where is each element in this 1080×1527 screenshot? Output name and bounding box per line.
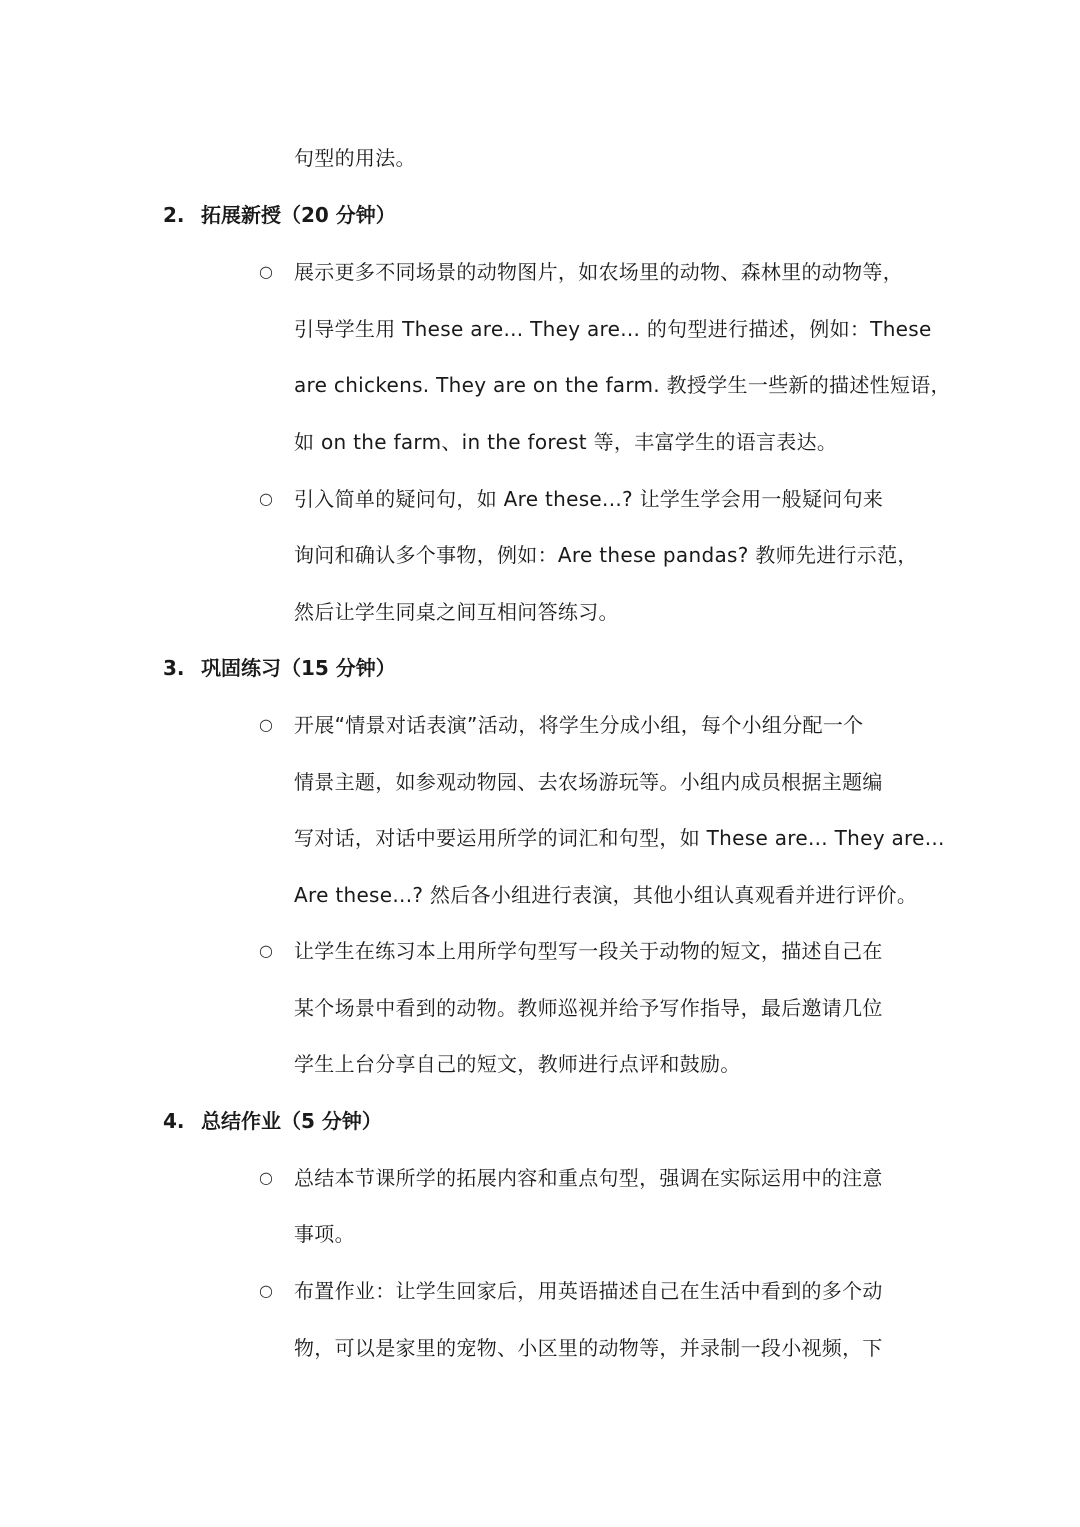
section-heading-3 <box>163 654 396 682</box>
text-line: 情景主题，如参观动物园、去农场游玩等。小组内成员根据主题编 <box>294 770 883 794</box>
text-line: 如 on the farm、in the forest 等，丰富学生的语言表达。 <box>294 430 838 454</box>
text-line: 事项。 <box>294 1222 355 1246</box>
section-number: 4. <box>163 1109 185 1133</box>
text-line: 开展“情景对话表演”活动，将学生分成小组，每个小组分配一个 <box>294 713 864 737</box>
text-line: 让学生在练习本上用所学句型写一段关于动物的短文，描述自己在 <box>294 939 883 963</box>
text-line: are chickens. They are on the farm. 教授学生一些新的描述性短语， <box>294 373 951 397</box>
text-line: Are these...? 然后各小组进行表演，其他小组认真观看并进行评价。 <box>294 883 918 907</box>
section-heading-2 <box>163 201 396 229</box>
section-title: 总结作业（5 分钟） <box>201 1109 382 1133</box>
section-title: 拓展新授（20 分钟） <box>201 203 396 227</box>
bullet-icon: ○ <box>259 262 273 281</box>
text-line: 引入简单的疑问句，如 Are these...? 让学生学会用一般疑问句来 <box>294 487 884 511</box>
bullet-icon: ○ <box>259 1168 273 1187</box>
text-line: 展示更多不同场景的动物图片，如农场里的动物、森林里的动物等， <box>294 260 903 284</box>
bullet-icon: ○ <box>259 489 273 508</box>
continuation-line: 句型的用法。 <box>294 146 416 170</box>
text-line: 询问和确认多个事物，例如：Are these pandas? 教师先进行示范， <box>294 543 918 567</box>
section-title: 巩固练习（15 分钟） <box>201 656 396 680</box>
text-line: 引导学生用 These are... They are... 的句型进行描述，例如：These <box>294 317 932 341</box>
section-number: 2. <box>163 203 185 227</box>
bullet-icon: ○ <box>259 941 273 960</box>
bullet-icon: ○ <box>259 715 273 734</box>
text-line: 学生上台分享自己的短文，教师进行点评和鼓励。 <box>294 1052 741 1076</box>
text-line: 写对话，对话中要运用所学的词汇和句型，如 These are... They are... <box>294 826 945 850</box>
section-number: 3. <box>163 656 185 680</box>
text-line: 某个场景中看到的动物。教师巡视并给予写作指导，最后邀请几位 <box>294 996 883 1020</box>
text-line: 物，可以是家里的宠物、小区里的动物等，并录制一段小视频，下 <box>294 1336 883 1360</box>
text-line: 然后让学生同桌之间互相问答练习。 <box>294 600 619 624</box>
bullet-icon: ○ <box>259 1281 273 1300</box>
text-line: 布置作业：让学生回家后，用英语描述自己在生活中看到的多个动 <box>294 1279 883 1303</box>
section-heading-4 <box>163 1107 382 1135</box>
text-line: 总结本节课所学的拓展内容和重点句型，强调在实际运用中的注意 <box>294 1166 883 1190</box>
